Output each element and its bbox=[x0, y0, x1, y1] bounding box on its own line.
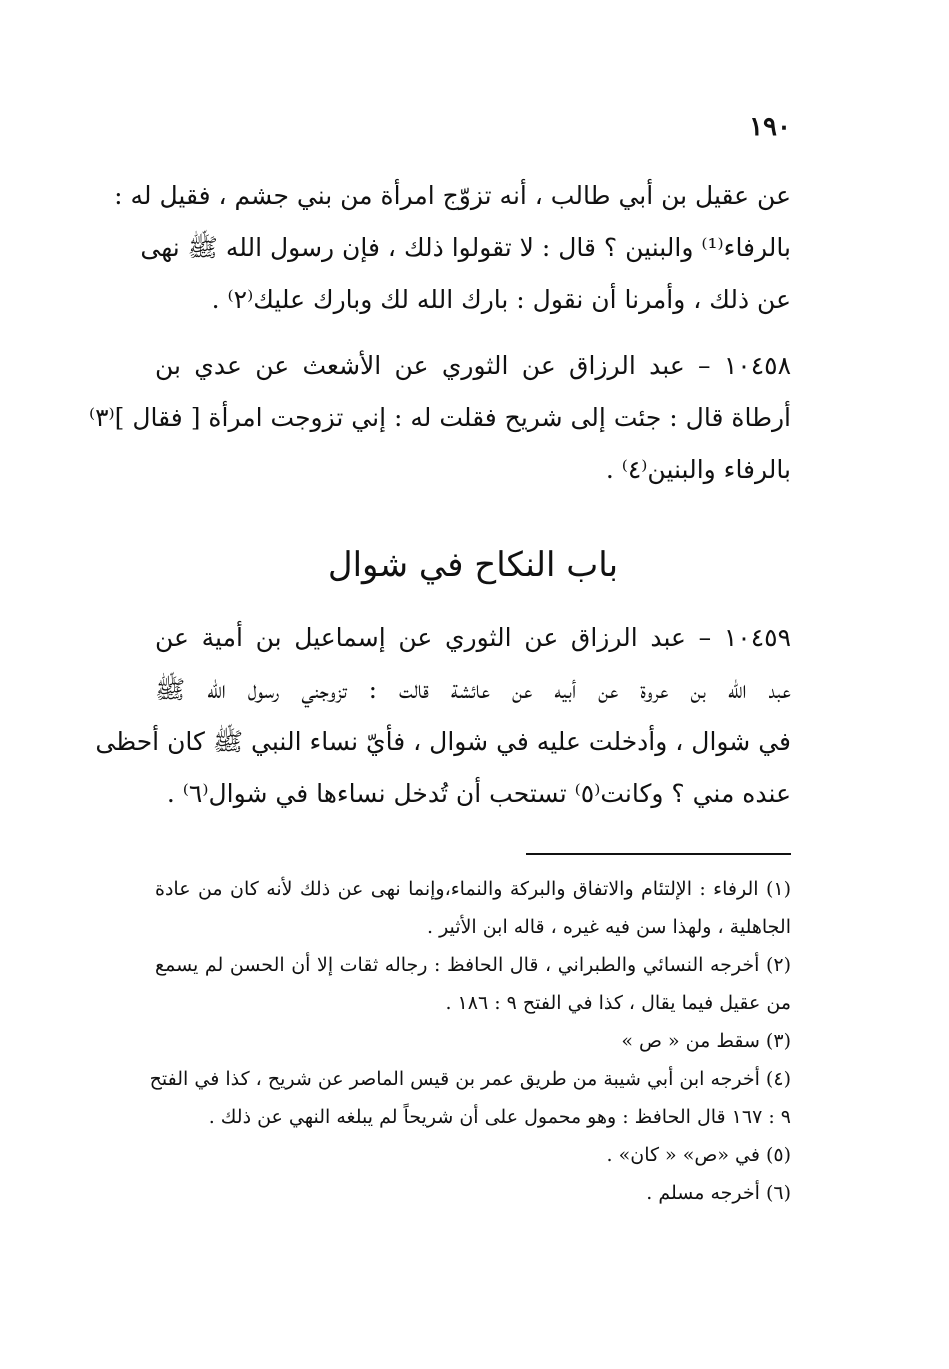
paragraph-line: أرطاة قال : جئت إلى شريح فقلت له : إني تزوجت امرأة [ فقال ]⁽٣⁾ bbox=[88, 403, 791, 432]
paragraph-line: في شوال ، وأدخلت عليه في شوال ، فأيّ نساء النبي ﷺ كان أحظى bbox=[95, 727, 791, 756]
footnote-line: (١) الرفاء : الإلتئام والاتفاق والبركة والنماء،وإنما نهى عن ذلك لأنه كان من عادة bbox=[155, 878, 792, 900]
paragraph-line: عنده مني ؟ وكانت⁽٥⁾ تستحب أن تُدخل نساءها في شوال⁽٦⁾ . bbox=[166, 779, 791, 808]
footnotes bbox=[149, 870, 792, 1212]
footnote-line: (٢) أخرجه النسائي والطبراني ، قال الحافظ : رجاله ثقات إلا أن الحسن لم يسمع bbox=[155, 954, 791, 976]
footnote-line: (٣) سقط من « ص » bbox=[621, 1030, 791, 1052]
paragraph-line: بالرفاء والبنين⁽٤⁾ . bbox=[605, 455, 791, 484]
paragraph-line: بالرفاء⁽¹⁾ والبنين ؟ قال : لا تقولوا ذلك ، فإن رسول الله ﷺ نهى bbox=[140, 233, 791, 262]
footnote-line: الجاهلية ، ولهذا سن فيه غيره ، قاله ابن الأثير . bbox=[426, 916, 791, 938]
section-heading: باب النكاح في شوال bbox=[327, 545, 619, 585]
hadith-paragraph-1 bbox=[114, 170, 791, 326]
paragraph-line: عن عقيل بن أبي طالب ، أنه تزوّج امرأة من بني جشم ، فقيل له : bbox=[114, 181, 791, 210]
paragraph-line: عبد الله بن عروة عن أبيه عن عائشة قالت : تزوجني رسول الله ﷺ bbox=[155, 675, 791, 704]
footnote-line: (٥) في «ص» « كان» . bbox=[606, 1144, 791, 1166]
footnote-divider bbox=[526, 853, 791, 855]
page-number: ١٩٠ bbox=[749, 112, 791, 142]
hadith-paragraph-10458 bbox=[88, 340, 791, 496]
footnote-line: (٤) أخرجه ابن أبي شيبة من طريق عمر بن قيس الماصر عن شريح ، كذا في الفتح bbox=[149, 1068, 791, 1090]
hadith-paragraph-10459 bbox=[95, 612, 791, 820]
paragraph-line: ١٠٤٥٨ – عبد الرزاق عن الثوري عن الأشعث عن عدي بن bbox=[155, 351, 791, 380]
footnote-line: ٩ : ١٦٧ قال الحافظ : وهو محمول على أن شريحاً لم يبلغه النهي عن ذلك . bbox=[208, 1106, 791, 1128]
paragraph-line: عن ذلك ، وأمرنا أن نقول : بارك الله لك وبارك عليك⁽٢⁾ . bbox=[211, 285, 791, 314]
paragraph-line: ١٠٤٥٩ – عبد الرزاق عن الثوري عن إسماعيل بن أمية عن bbox=[155, 623, 791, 652]
footnote-line: من عقيل فيما يقال ، كذا في الفتح ٩ : ١٨٦ . bbox=[445, 992, 791, 1014]
footnote-line: (٦) أخرجه مسلم . bbox=[646, 1182, 791, 1204]
